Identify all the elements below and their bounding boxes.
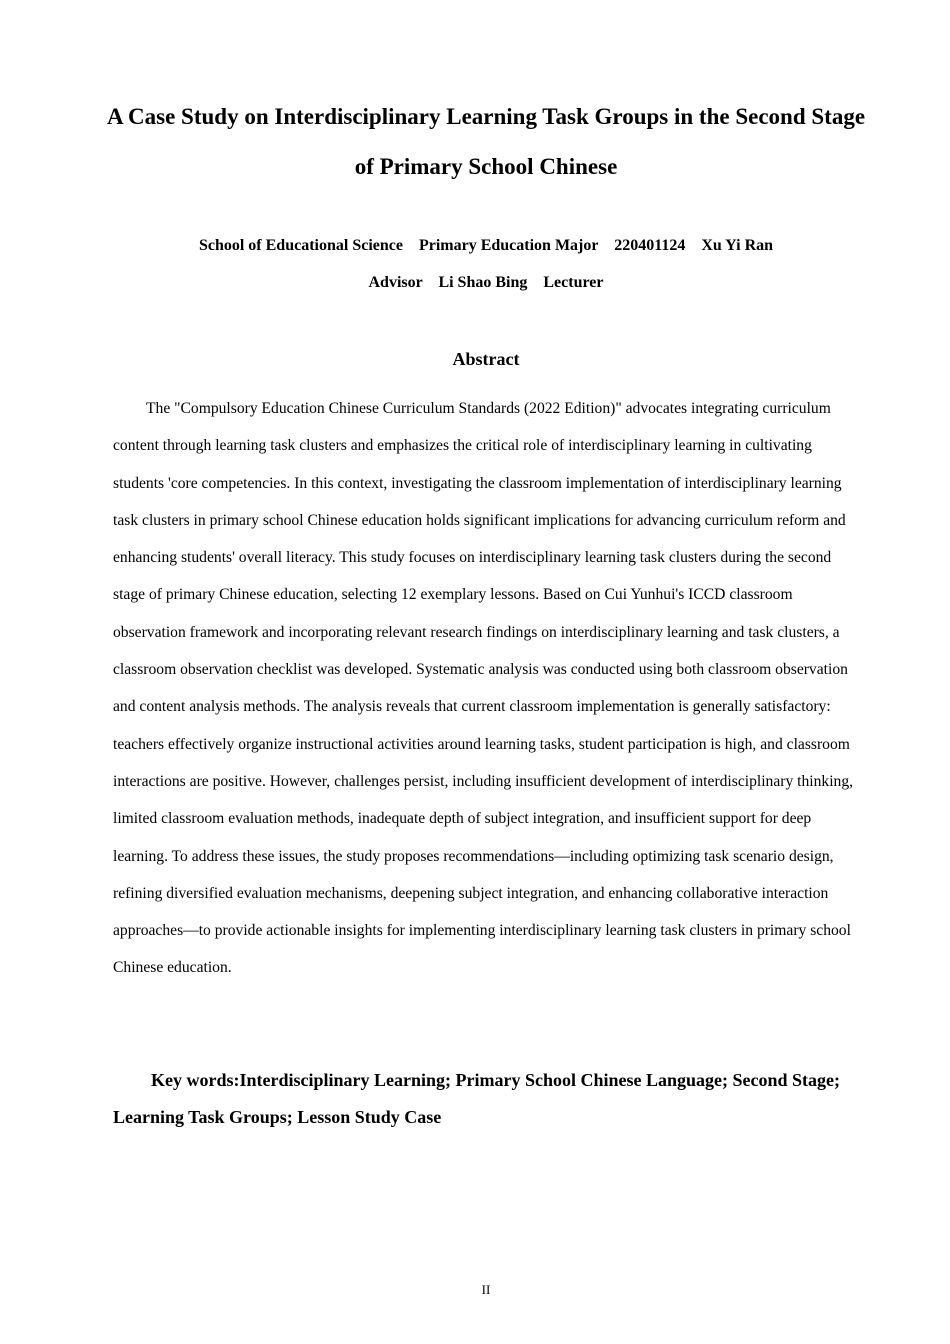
keywords: Key words:Interdisciplinary Learning; Primary School Chinese Language; Second Stage; Learning Task Groups; Lesson Study Case (113, 1070, 840, 1127)
author-info-line: School of Educational Science Primary Education Major 220401124 Xu Yi Ran (198, 237, 774, 254)
page-number: II (481, 1282, 491, 1297)
abstract-heading: Abstract (452, 349, 520, 369)
paper-title: A Case Study on Interdisciplinary Learning Task Groups in the Second Stage of Primary School Chinese (106, 104, 866, 179)
advisor-info-line: Advisor Li Shao Bing Lecturer (368, 274, 604, 291)
abstract-body: The "Compulsory Education Chinese Curriculum Standards (2022 Edition)" advocates integrating curriculum content through learning task clusters and emphasizes the critical role of interdisciplinary learning in cultivating students 'core competencies. In this context, investigating the classroom implementation of interdisciplinary learning task clusters in primary school Chinese education holds significant implications for advancing curriculum reform and enhancing students' overall literacy. This study focuses on interdisciplinary learning task clusters during the second stage of primary Chinese education, selecting 12 exemplary lessons. Based on Cui Yunhui's ICCD classroom observation framework and incorporating relevant research findings on interdisciplinary learning and task clusters, a classroom observation checklist was developed. Systematic analysis was conducted using both classroom observation and content analysis methods. The analysis reveals that current classroom implementation is generally satisfactory: teachers effectively organize instructional activities around learning tasks, student participation is high, and classroom interactions are positive. However, challenges persist, including insufficient development of interdisciplinary thinking, limited classroom evaluation methods, inadequate depth of subject integration, and insufficient support for deep learning. To address these issues, the study proposes recommendations—including optimizing task scenario design, refining diversified evaluation mechanisms, deepening subject integration, and enhancing collaborative interaction approaches—to provide actionable insights for implementing interdisciplinary learning task clusters in primary school Chinese education. (113, 400, 854, 977)
